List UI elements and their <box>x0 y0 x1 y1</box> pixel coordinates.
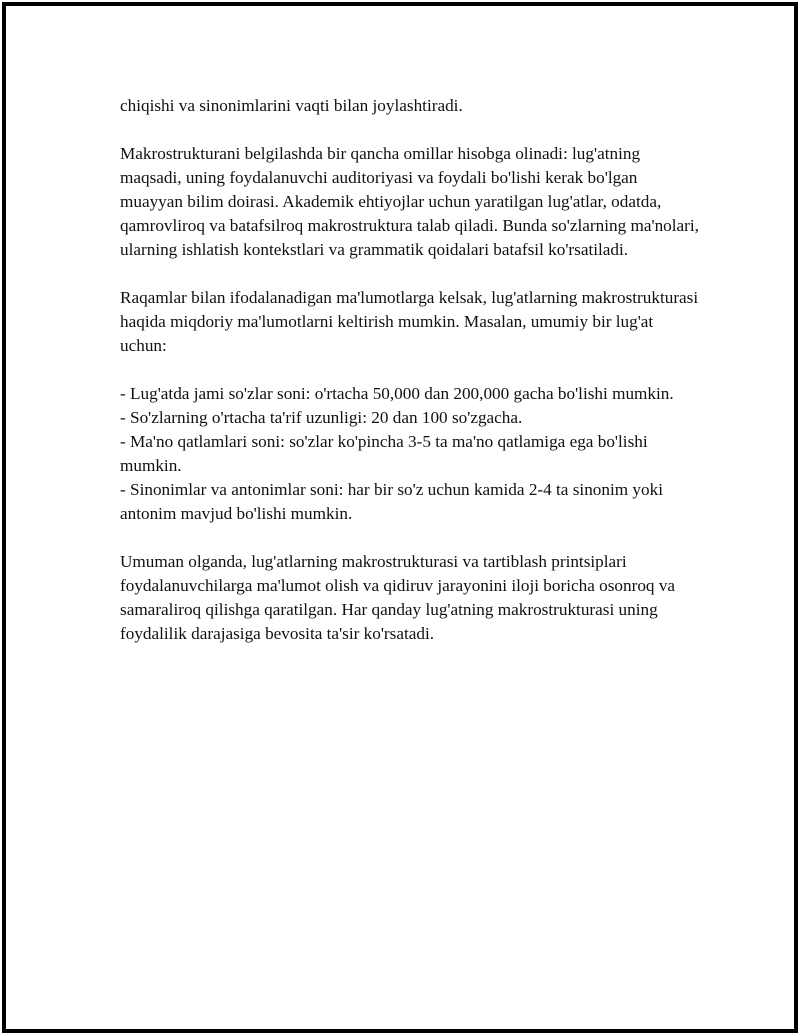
document-page <box>2 2 798 1033</box>
paragraph-macrostructure-factors: Makrostrukturani belgilashda bir qancha omillar hisobga olinadi: lug'atning maqsadi, uning foydalanuvchi auditoriyasi va foydali bo'lishi kerak bo'lgan muayyan bilim doirasi. Akademik ehtiyojlar uchun yaratilgan lug'atlar, odatda, qamrovliroq va batafsilroq makrostruktura talab qiladi. Bunda so'zlarning ma'nolari, ularning ishlatish kontekstlari va grammatik qoidalari batafsil ko'rsatiladi. <box>120 144 699 259</box>
paragraph-quantitative-intro: Raqamlar bilan ifodalanadigan ma'lumotlarga kelsak, lug'atlarning makrostrukturasi haqida miqdoriy ma'lumotlarni keltirish mumkin. Masalan, umumiy bir lug'at uchun: <box>120 288 699 355</box>
list-item: - Sinonimlar va antonimlar soni: har bir so'z uchun kamida 2-4 ta sinonim yoki antonim mavjud bo'lishi mumkin. <box>120 480 663 523</box>
document-body <box>120 94 700 646</box>
paragraph-conclusion: Umuman olganda, lug'atlarning makrostrukturasi va tartiblash printsiplari foydalanuvchilarga ma'lumot olish va qidiruv jarayonini iloji boricha osonroq va samaraliroq qilishga qaratilgan. Har qanday lug'atning makrostrukturasi uning foydalilik darajasiga bevosita ta'sir ko'rsatadi. <box>120 552 676 643</box>
list-item: - So'zlarning o'rtacha ta'rif uzunligi: 20 dan 100 so'zgacha. <box>120 408 523 427</box>
statistics-list <box>120 382 700 526</box>
paragraph-continuation: chiqishi va sinonimlarini vaqti bilan joylashtiradi. <box>120 96 463 115</box>
list-item: - Ma'no qatlamlari soni: so'zlar ko'pincha 3-5 ta ma'no qatlamiga ega bo'lishi mumkin. <box>120 432 648 475</box>
list-item: - Lug'atda jami so'zlar soni: o'rtacha 50,000 dan 200,000 gacha bo'lishi mumkin. <box>120 384 674 403</box>
